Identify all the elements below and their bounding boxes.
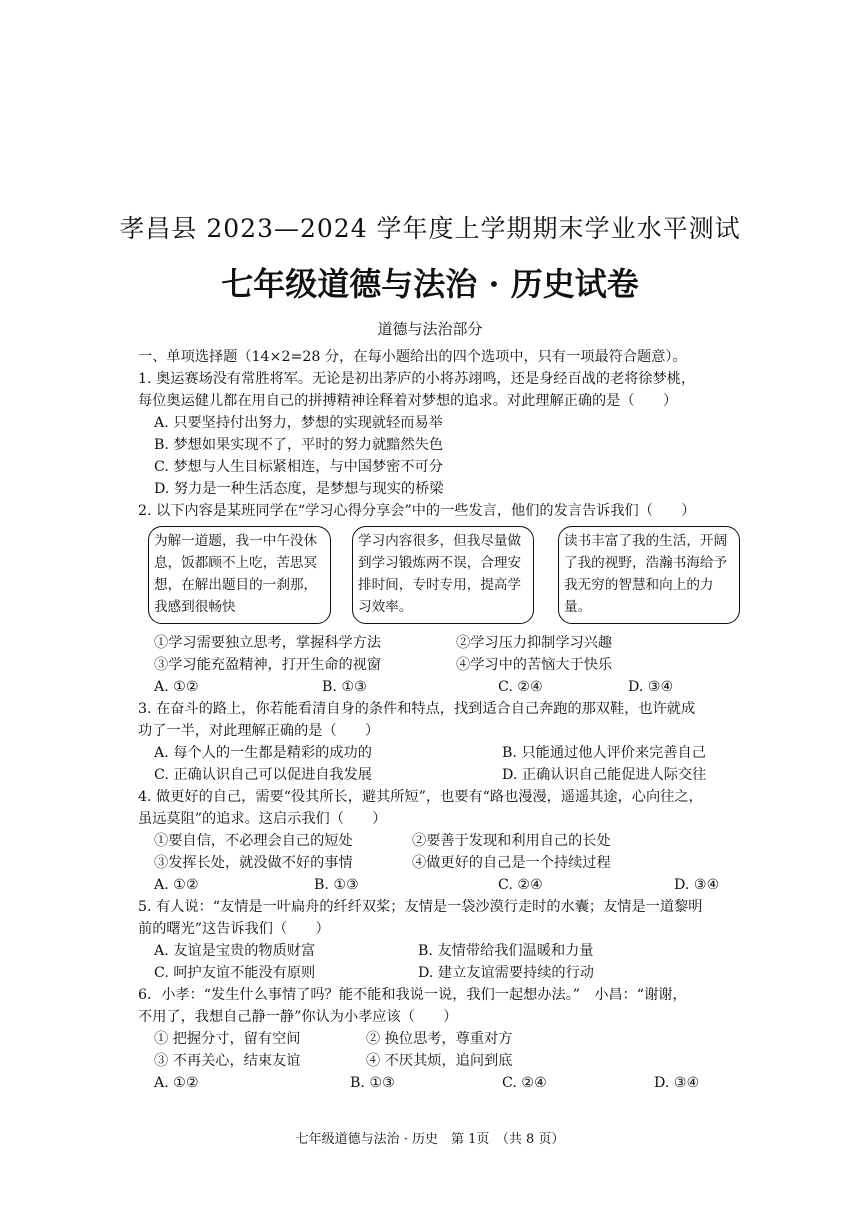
q3-option-c: C. 正确认识自己可以促进自我发展 <box>154 767 372 783</box>
q1-stem-line: 1. 奥运赛场没有常胜将军。无论是初出茅庐的小将苏翊鸣，还是身经百战的老将徐梦桃， <box>138 371 696 387</box>
q2-choice-c: C. ②④ <box>498 679 543 695</box>
q5-options-row <box>138 940 738 962</box>
q6-item-1: ① 把握分寸，留有空间 <box>154 1031 301 1047</box>
q4-item-1: ①要自信，不必理会自己的短处 <box>154 833 353 849</box>
q4-stem-line: 虽远莫阻”的追求。这启示我们（ ） <box>138 811 387 827</box>
q4-item-3: ③发挥长处，就没做不好的事情 <box>154 855 353 871</box>
section-title: 道德与法治部分 <box>377 320 483 338</box>
q5-stem-line: 5. 有人说：“友情是一叶扁舟的纤纤双桨；友情是一袋沙漠行走时的水囊；友情是一道黎明 <box>138 899 703 915</box>
q3-stem-line: 功了一半，对此理解正确的是（ ） <box>138 723 380 739</box>
q1-option-a: A. 只要坚持付出努力，梦想的实现就轻而易举 <box>154 415 443 431</box>
q2-speech-bubbles <box>138 526 738 628</box>
q5-stem-line: 前的曙光”这告诉我们（ ） <box>138 921 330 937</box>
q6-choices <box>138 1072 738 1094</box>
q4-choice-b: B. ①③ <box>314 877 359 893</box>
q1-stem-line: 每位奥运健儿都在用自己的拼搏精神诠释着对梦想的追求。对此理解正确的是（ ） <box>138 393 678 409</box>
q2-stem: 2. 以下内容是某班同学在“学习心得分享会”中的一些发言，他们的发言告诉我们（ ） <box>138 503 696 519</box>
q6-item-4: ④ 不厌其烦，追问到底 <box>366 1053 513 1069</box>
exam-subtitle: 七年级道德与法治 · 历史试卷 <box>221 265 639 303</box>
q2-choices <box>138 676 738 698</box>
questions <box>138 346 738 1094</box>
q1-option-c: C. 梦想与人生目标紧相连，与中国梦密不可分 <box>154 459 443 475</box>
q6-items-row <box>138 1028 738 1050</box>
q4-item-4: ④做更好的自己是一个持续过程 <box>412 855 611 871</box>
q2-choice-d: D. ③④ <box>628 679 674 695</box>
q6-choice-d: D. ③④ <box>654 1075 700 1091</box>
q5-option-a: A. 友谊是宝贵的物质财富 <box>154 943 316 959</box>
q4-items-row <box>138 830 738 852</box>
part-heading: 一、单项选择题（14×2=28 分，在每小题给出的四个选项中，只有一项最符合题意）。 <box>138 349 687 365</box>
q2-item-3: ③学习能充盈精神，打开生命的视窗 <box>154 657 382 673</box>
q2-item-1: ①学习需要独立思考，掌握科学方法 <box>154 635 382 651</box>
q6-stem-line: 6．小孝：“发生什么事情了吗？能不能和我说一说，我们一起想办法。” 小昌：“谢谢， <box>138 987 687 1003</box>
speech-bubble: 为解一道题，我一中午没休息，饭都顾不上吃，苦思冥想，在解出题目的一刹那，我感到很畅快 <box>148 526 331 624</box>
q2-item-4: ④学习中的苦恼大于快乐 <box>456 657 613 673</box>
q2-item-2: ②学习压力抑制学习兴趣 <box>456 635 613 651</box>
q6-choice-b: B. ①③ <box>350 1075 395 1091</box>
q4-items-row <box>138 852 738 874</box>
q1-option-b: B. 梦想如果实现不了，平时的努力就黯然失色 <box>154 437 444 453</box>
q3-options-row <box>138 764 738 786</box>
q6-item-3: ③ 不再关心，结束友谊 <box>154 1053 301 1069</box>
q2-choice-a: A. ①② <box>154 679 199 695</box>
q6-item-2: ② 换位思考，尊重对方 <box>366 1031 513 1047</box>
q6-items-row <box>138 1050 738 1072</box>
q3-options-row <box>138 742 738 764</box>
q5-option-c: C. 呵护友谊不能没有原则 <box>154 965 316 981</box>
q2-items-row <box>138 632 738 654</box>
q6-choice-c: C. ②④ <box>502 1075 547 1091</box>
q3-option-a: A. 每个人的一生都是精彩的成功的 <box>154 745 372 761</box>
q6-stem-line: 不用了，我想自己静一静”你认为小孝应该（ ） <box>138 1009 458 1025</box>
q1-option-d: D. 努力是一种生活态度，是梦想与现实的桥梁 <box>154 481 444 497</box>
q5-option-b: B. 友情带给我们温暖和力量 <box>418 943 594 959</box>
q2-items-row <box>138 654 738 676</box>
q4-choice-d: D. ③④ <box>674 877 720 893</box>
q4-choice-a: A. ①② <box>154 877 199 893</box>
exam-title: 孝昌县 2023—2024 学年度上学期期末学业水平测试 <box>119 214 741 243</box>
q4-item-2: ②要善于发现和利用自己的长处 <box>412 833 611 849</box>
q4-stem-line: 4. 做更好的自己，需要“役其所长，避其所短”，也要有“路也漫漫，遥遥其途，心向往之， <box>138 789 703 805</box>
q4-choices <box>138 874 738 896</box>
speech-bubble: 读书丰富了我的生活，开阔了我的视野，浩瀚书海给予我无穷的智慧和向上的力量。 <box>558 526 740 624</box>
speech-bubble: 学习内容很多，但我尽量做到学习锻炼两不误，合理安排时间，专时专用，提高学习效率。 <box>352 526 534 624</box>
q4-choice-c: C. ②④ <box>498 877 543 893</box>
q3-stem-line: 3. 在奋斗的路上，你若能看清自身的条件和特点，找到适合自己奔跑的那双鞋，也许就成 <box>138 701 696 717</box>
q2-choice-b: B. ①③ <box>322 679 367 695</box>
page-footer: 七年级道德与法治 · 历史 第 1页 （共 8 页） <box>295 1132 565 1147</box>
q3-option-b: B. 只能通过他人评价来完善自己 <box>502 745 706 761</box>
q5-option-d: D. 建立友谊需要持续的行动 <box>418 965 594 981</box>
q5-options-row <box>138 962 738 984</box>
q6-choice-a: A. ①② <box>154 1075 199 1091</box>
q3-option-d: D. 正确认识自己能促进人际交往 <box>502 767 707 783</box>
